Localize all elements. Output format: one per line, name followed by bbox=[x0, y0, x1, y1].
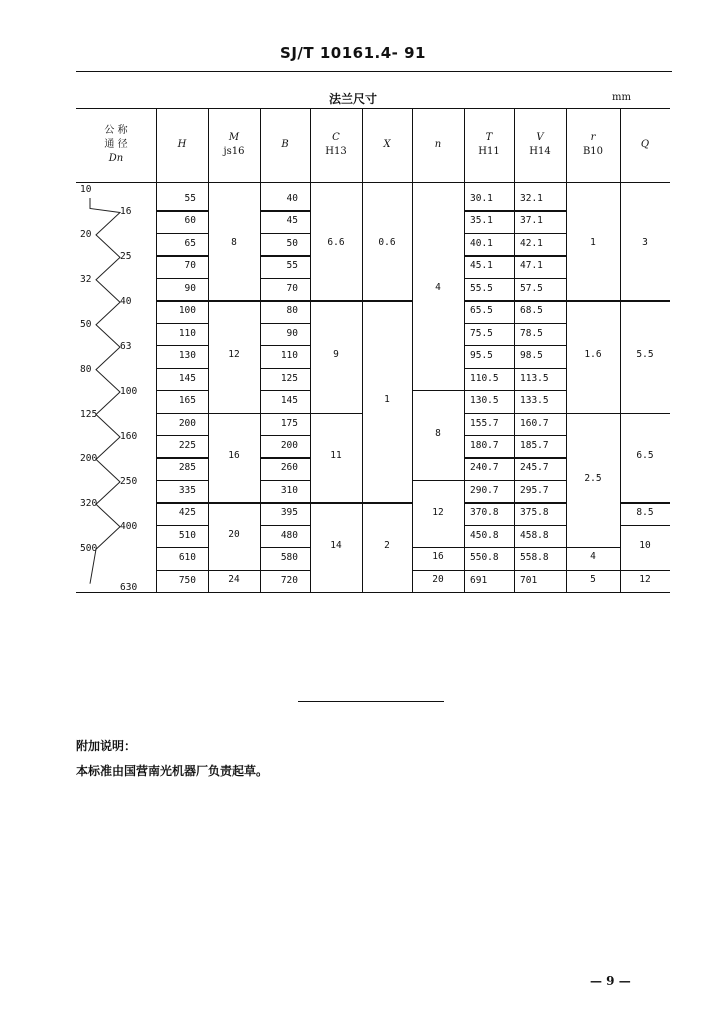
cell-b: 145 bbox=[280, 395, 298, 407]
group-rule bbox=[310, 413, 362, 414]
dn-value: 630 bbox=[120, 581, 138, 593]
row-rule bbox=[260, 480, 310, 481]
cell-r: 1 bbox=[590, 237, 596, 249]
column-header-b bbox=[260, 138, 310, 152]
cell-n: 20 bbox=[432, 573, 444, 585]
column-rule bbox=[514, 108, 515, 592]
row-rule bbox=[260, 323, 310, 324]
column-header-x bbox=[362, 138, 412, 152]
dn-value: 10 bbox=[80, 184, 92, 195]
row-rule bbox=[260, 278, 310, 279]
row-rule bbox=[156, 480, 208, 481]
cell-t: 55.5 bbox=[470, 282, 493, 294]
row-rule bbox=[156, 570, 208, 571]
cell-t: 65.5 bbox=[470, 305, 493, 317]
header-rule bbox=[76, 71, 672, 72]
cell-v: 98.5 bbox=[520, 350, 543, 362]
cell-c: 9 bbox=[333, 349, 339, 361]
cell-h: 100 bbox=[178, 305, 196, 317]
table-header-rule bbox=[76, 182, 670, 183]
row-rule bbox=[260, 547, 310, 548]
cell-n: 12 bbox=[432, 506, 444, 518]
cell-h: 165 bbox=[178, 395, 196, 407]
column-header-text: Dn bbox=[108, 153, 124, 164]
row-rule bbox=[260, 345, 310, 346]
cell-v: 133.5 bbox=[520, 395, 549, 407]
row-rule bbox=[464, 345, 514, 346]
cell-t: 110.5 bbox=[470, 372, 499, 384]
row-rule bbox=[156, 368, 208, 369]
column-header-text: B10 bbox=[582, 146, 604, 157]
row-rule bbox=[464, 278, 514, 279]
group-rule bbox=[566, 300, 620, 301]
row-rule bbox=[464, 570, 514, 571]
cell-b: 480 bbox=[280, 529, 298, 541]
cell-x: 2 bbox=[384, 540, 390, 552]
cell-h: 70 bbox=[184, 260, 196, 272]
cell-m: 16 bbox=[228, 450, 240, 462]
standard-code-header: SJ/T 10161.4- 91 bbox=[280, 44, 426, 62]
row-rule bbox=[464, 233, 514, 234]
group-rule bbox=[620, 502, 670, 503]
table-bottom-rule bbox=[76, 592, 670, 593]
group-rule bbox=[412, 547, 464, 548]
row-rule bbox=[514, 233, 566, 234]
row-rule bbox=[260, 390, 310, 391]
dn-value: 160 bbox=[120, 430, 138, 442]
row-rule bbox=[514, 480, 566, 481]
row-rule bbox=[464, 525, 514, 526]
cell-t: 40.1 bbox=[470, 237, 493, 249]
cell-v: 458.8 bbox=[520, 529, 549, 541]
cell-t: 290.7 bbox=[470, 484, 499, 496]
cell-n: 16 bbox=[432, 551, 444, 563]
cell-q: 8.5 bbox=[636, 506, 654, 518]
row-rule bbox=[464, 480, 514, 481]
group-rule bbox=[620, 300, 670, 301]
cell-h: 60 bbox=[184, 215, 196, 227]
cell-t: 450.8 bbox=[470, 529, 499, 541]
row-rule bbox=[260, 525, 310, 526]
row-rule bbox=[260, 368, 310, 369]
column-header-c bbox=[310, 131, 362, 159]
row-rule bbox=[514, 345, 566, 346]
cell-h: 610 bbox=[178, 552, 196, 564]
note-text: 本标准由国营南光机器厂负责起草。 bbox=[76, 764, 269, 778]
cell-v: 47.1 bbox=[520, 260, 543, 272]
cell-v: 295.7 bbox=[520, 484, 549, 496]
row-rule bbox=[464, 502, 514, 503]
cell-q: 12 bbox=[639, 573, 651, 585]
row-rule bbox=[156, 345, 208, 346]
group-rule bbox=[412, 480, 464, 481]
dn-value: 250 bbox=[120, 475, 138, 487]
row-rule bbox=[514, 278, 566, 279]
row-rule bbox=[514, 570, 566, 571]
cell-h: 130 bbox=[178, 350, 196, 362]
row-rule bbox=[514, 413, 566, 414]
cell-b: 110 bbox=[280, 350, 298, 362]
cell-c: 11 bbox=[330, 450, 342, 462]
row-rule bbox=[156, 502, 208, 503]
column-header-text: Q bbox=[640, 139, 650, 150]
column-header-text: H14 bbox=[529, 146, 551, 157]
cell-h: 200 bbox=[178, 417, 196, 429]
dn-zigzag-line bbox=[90, 198, 120, 584]
column-header-text: r bbox=[590, 132, 596, 143]
cell-m: 20 bbox=[228, 528, 240, 540]
cell-v: 32.1 bbox=[520, 193, 543, 204]
cell-x: 0.6 bbox=[378, 237, 396, 249]
cell-q: 10 bbox=[639, 540, 651, 552]
column-header-text: T bbox=[485, 132, 493, 143]
column-header-text: X bbox=[383, 139, 391, 150]
cell-t: 155.7 bbox=[470, 417, 499, 429]
cell-b: 90 bbox=[286, 327, 298, 339]
cell-m: 8 bbox=[231, 237, 237, 249]
row-rule bbox=[260, 300, 310, 301]
dn-value: 80 bbox=[80, 363, 92, 375]
cell-c: 6.6 bbox=[327, 237, 345, 249]
row-rule bbox=[464, 323, 514, 324]
cell-b: 260 bbox=[280, 462, 298, 474]
cell-b: 55 bbox=[286, 260, 298, 272]
group-rule bbox=[412, 570, 464, 571]
row-rule bbox=[464, 390, 514, 391]
column-header-n bbox=[412, 138, 464, 152]
row-rule bbox=[514, 323, 566, 324]
row-rule bbox=[156, 233, 208, 234]
row-rule bbox=[260, 502, 310, 503]
cell-b: 395 bbox=[280, 507, 298, 519]
column-header-text: 公 称 bbox=[104, 125, 128, 136]
row-rule bbox=[514, 435, 566, 436]
row-rule bbox=[156, 435, 208, 436]
cell-h: 225 bbox=[178, 439, 196, 451]
row-rule bbox=[156, 323, 208, 324]
row-rule bbox=[464, 435, 514, 436]
cell-b: 310 bbox=[280, 484, 298, 496]
cell-v: 558.8 bbox=[520, 552, 549, 564]
row-rule bbox=[156, 413, 208, 414]
column-rule bbox=[362, 108, 363, 592]
column-rule bbox=[464, 108, 465, 592]
group-rule bbox=[620, 570, 670, 571]
cell-h: 110 bbox=[178, 327, 196, 339]
column-header-t bbox=[464, 131, 514, 159]
group-rule bbox=[208, 570, 260, 571]
column-header-text: V bbox=[536, 132, 544, 143]
dn-value: 500 bbox=[80, 543, 98, 555]
dn-value: 40 bbox=[120, 296, 132, 308]
group-rule bbox=[310, 300, 362, 301]
cell-m: 12 bbox=[228, 349, 240, 361]
column-header-text: B bbox=[281, 139, 289, 150]
cell-v: 113.5 bbox=[520, 372, 549, 384]
row-rule bbox=[514, 502, 566, 503]
cell-v: 185.7 bbox=[520, 439, 549, 451]
cell-v: 42.1 bbox=[520, 237, 543, 249]
row-rule bbox=[260, 457, 310, 458]
cell-r: 1.6 bbox=[584, 349, 602, 361]
table-top-rule bbox=[76, 108, 670, 109]
cell-q: 3 bbox=[642, 237, 648, 249]
row-rule bbox=[514, 457, 566, 458]
row-rule bbox=[514, 255, 566, 256]
cell-t: 370.8 bbox=[470, 507, 499, 519]
row-rule bbox=[514, 368, 566, 369]
cell-h: 145 bbox=[178, 372, 196, 384]
row-rule bbox=[156, 210, 208, 211]
column-header-q bbox=[620, 138, 670, 152]
column-header-r bbox=[566, 131, 620, 159]
row-rule bbox=[464, 300, 514, 301]
cell-b: 45 bbox=[286, 215, 298, 227]
group-rule bbox=[208, 300, 260, 301]
cell-t: 30.1 bbox=[470, 193, 493, 204]
row-rule bbox=[156, 255, 208, 256]
group-rule bbox=[208, 413, 260, 414]
column-header-v bbox=[514, 131, 566, 159]
unit-label: mm bbox=[612, 92, 631, 103]
row-rule bbox=[514, 390, 566, 391]
cell-h: 65 bbox=[184, 237, 196, 249]
cell-b: 50 bbox=[286, 237, 298, 249]
cell-n: 8 bbox=[435, 427, 441, 439]
row-rule bbox=[464, 255, 514, 256]
row-rule bbox=[156, 547, 208, 548]
group-rule bbox=[362, 300, 412, 301]
group-rule bbox=[620, 413, 670, 414]
column-header-h bbox=[156, 138, 208, 152]
column-header-text: H bbox=[177, 139, 187, 150]
group-rule bbox=[412, 390, 464, 391]
table-title: 法兰尺寸 bbox=[328, 92, 377, 106]
column-header-m bbox=[208, 131, 260, 159]
cell-r: 4 bbox=[590, 551, 596, 563]
dn-value: 400 bbox=[120, 520, 138, 532]
cell-t: 550.8 bbox=[470, 552, 499, 564]
row-rule bbox=[156, 525, 208, 526]
cell-v: 160.7 bbox=[520, 417, 549, 429]
group-rule bbox=[310, 502, 362, 503]
cell-v: 375.8 bbox=[520, 507, 549, 519]
dn-value: 16 bbox=[120, 206, 132, 218]
group-rule bbox=[566, 547, 620, 548]
row-rule bbox=[260, 233, 310, 234]
cell-v: 37.1 bbox=[520, 215, 543, 227]
row-rule bbox=[156, 278, 208, 279]
row-rule bbox=[464, 547, 514, 548]
cell-b: 80 bbox=[286, 305, 298, 317]
column-header-dn bbox=[76, 124, 156, 166]
cell-v: 57.5 bbox=[520, 282, 543, 294]
cell-t: 35.1 bbox=[470, 215, 493, 227]
cell-b: 175 bbox=[280, 417, 298, 429]
row-rule bbox=[156, 390, 208, 391]
dn-value: 25 bbox=[120, 251, 132, 263]
column-header-text: js16 bbox=[223, 146, 245, 157]
column-header-text: C bbox=[332, 132, 340, 143]
dn-value: 125 bbox=[80, 408, 98, 420]
cell-b: 580 bbox=[280, 552, 298, 564]
dn-value: 32 bbox=[80, 273, 92, 285]
cell-r: 2.5 bbox=[584, 472, 602, 484]
row-rule bbox=[260, 413, 310, 414]
cell-n: 4 bbox=[435, 282, 441, 294]
cell-v: 701 bbox=[520, 574, 538, 586]
group-rule bbox=[620, 525, 670, 526]
group-rule bbox=[566, 570, 620, 571]
row-rule bbox=[156, 300, 208, 301]
row-rule bbox=[464, 413, 514, 414]
row-rule bbox=[514, 525, 566, 526]
row-rule bbox=[156, 457, 208, 458]
note-title: 附加说明： bbox=[76, 739, 137, 753]
cell-h: 510 bbox=[178, 529, 196, 541]
cell-h: 285 bbox=[178, 462, 196, 474]
column-header-text: H13 bbox=[325, 146, 347, 157]
dn-value: 63 bbox=[120, 341, 132, 353]
row-rule bbox=[464, 210, 514, 211]
cell-h: 90 bbox=[184, 282, 196, 294]
cell-b: 40 bbox=[286, 193, 298, 204]
dn-value: 20 bbox=[80, 228, 92, 240]
group-rule bbox=[566, 413, 620, 414]
cell-t: 75.5 bbox=[470, 327, 493, 339]
cell-t: 95.5 bbox=[470, 350, 493, 362]
dn-value: 100 bbox=[120, 386, 138, 398]
cell-h: 55 bbox=[184, 193, 196, 204]
group-rule bbox=[208, 502, 260, 503]
separator-rule bbox=[298, 701, 444, 702]
cell-t: 45.1 bbox=[470, 260, 493, 272]
page-number: — 9 — bbox=[590, 974, 631, 988]
cell-b: 720 bbox=[280, 574, 298, 586]
column-header-text: M bbox=[228, 132, 240, 143]
cell-t: 180.7 bbox=[470, 439, 499, 451]
column-rule bbox=[412, 108, 413, 592]
row-rule bbox=[514, 300, 566, 301]
cell-b: 200 bbox=[280, 439, 298, 451]
column-header-text: 通 径 bbox=[104, 139, 128, 150]
cell-v: 245.7 bbox=[520, 462, 549, 474]
cell-t: 240.7 bbox=[470, 462, 499, 474]
cell-h: 425 bbox=[178, 507, 196, 519]
cell-r: 5 bbox=[590, 573, 596, 585]
cell-h: 750 bbox=[178, 574, 196, 586]
dn-value: 320 bbox=[80, 498, 98, 510]
cell-b: 70 bbox=[286, 282, 298, 294]
row-rule bbox=[514, 210, 566, 211]
row-rule bbox=[260, 210, 310, 211]
row-rule bbox=[464, 457, 514, 458]
cell-b: 125 bbox=[280, 372, 298, 384]
row-rule bbox=[514, 547, 566, 548]
cell-h: 335 bbox=[178, 484, 196, 496]
cell-q: 5.5 bbox=[636, 349, 654, 361]
row-rule bbox=[464, 368, 514, 369]
cell-v: 78.5 bbox=[520, 327, 543, 339]
cell-t: 691 bbox=[470, 574, 488, 586]
cell-c: 14 bbox=[330, 540, 342, 552]
group-rule bbox=[362, 502, 412, 503]
dn-value: 50 bbox=[80, 318, 92, 330]
cell-x: 1 bbox=[384, 394, 390, 406]
cell-t: 130.5 bbox=[470, 395, 499, 407]
column-header-text: n bbox=[434, 139, 442, 150]
dn-value: 200 bbox=[80, 453, 98, 465]
row-rule bbox=[260, 570, 310, 571]
cell-m: 24 bbox=[228, 573, 240, 585]
cell-v: 68.5 bbox=[520, 305, 543, 317]
row-rule bbox=[260, 435, 310, 436]
column-header-text: H11 bbox=[478, 146, 500, 157]
row-rule bbox=[260, 255, 310, 256]
cell-q: 6.5 bbox=[636, 450, 654, 462]
